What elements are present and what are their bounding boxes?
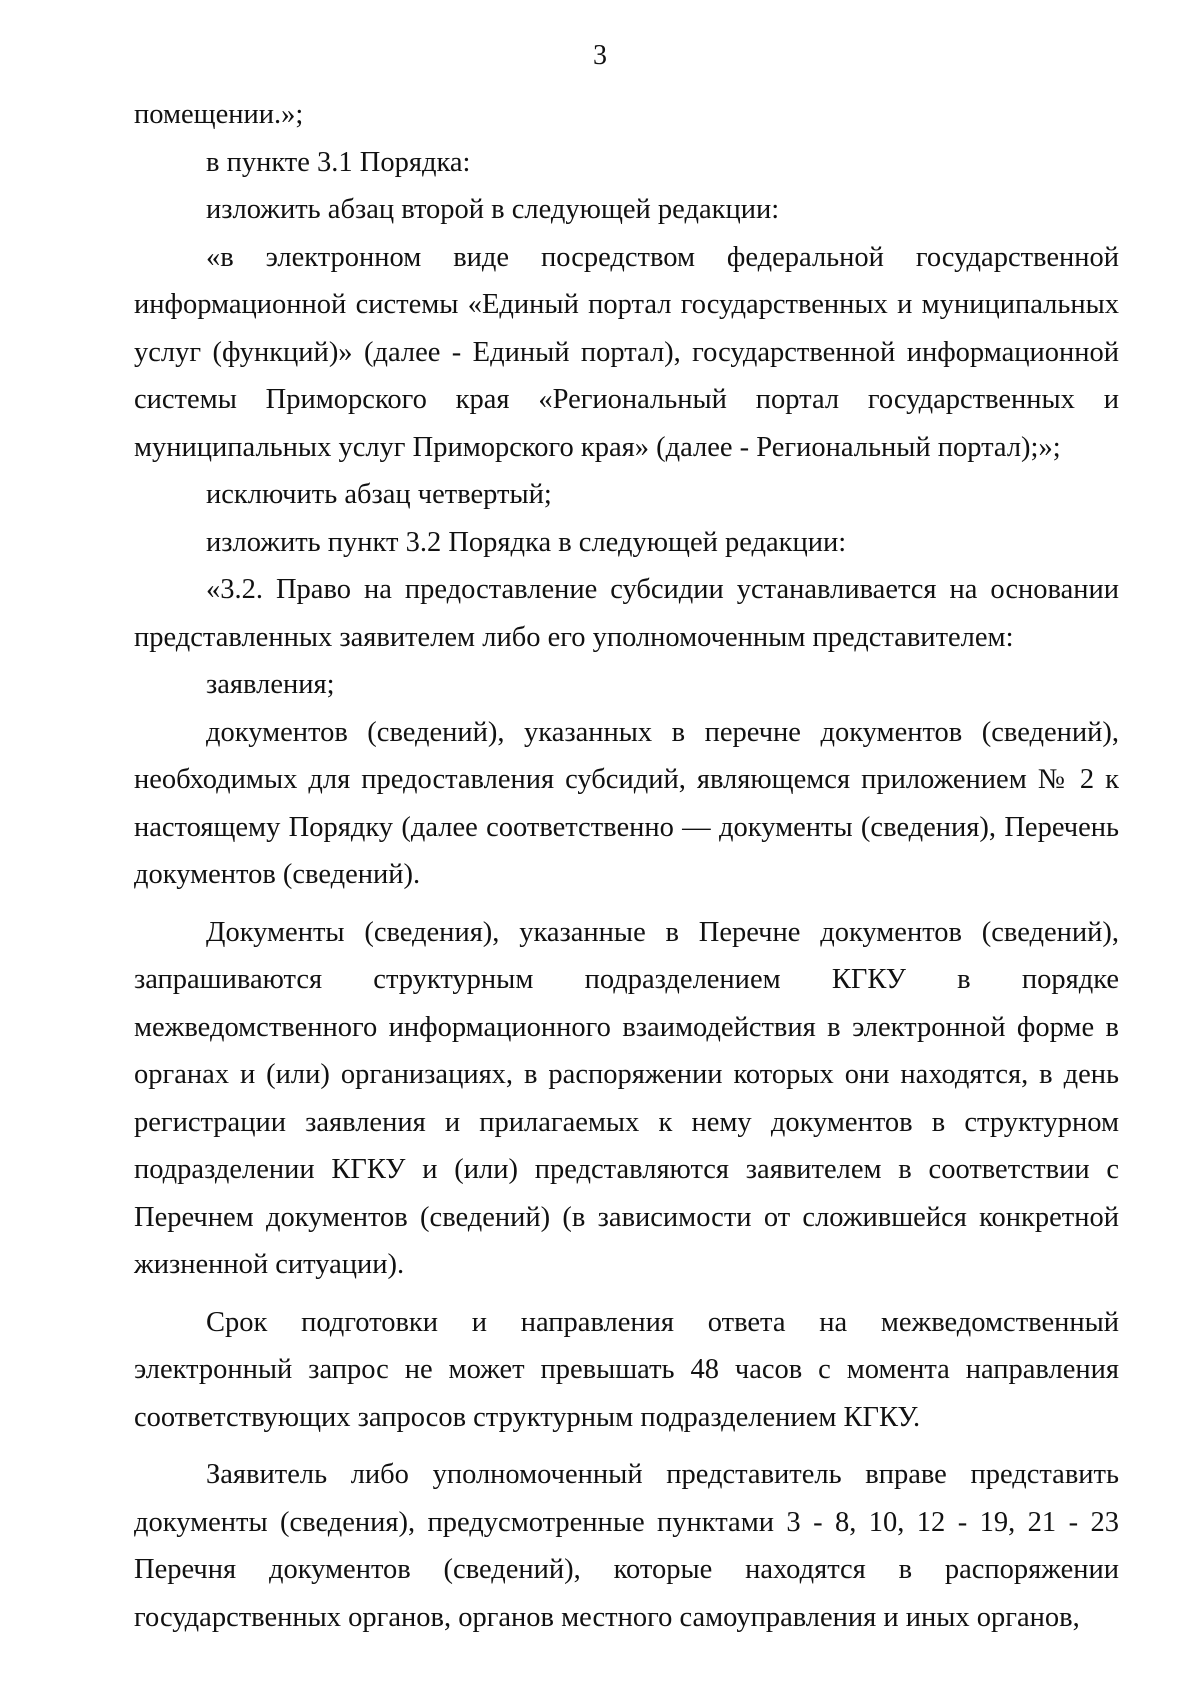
paragraph-exclude-fourth: исключить абзац четвертый; <box>206 479 552 510</box>
paragraph-deadline: Срок подготовки и направления ответа на межведомственный электронный запрос не может превышать 48 часов с момента направления соответствующих запросов структурным подразделением КГКУ. <box>134 1306 1119 1433</box>
paragraph-point-3-1: в пункте 3.1 Порядка: <box>206 146 471 178</box>
paragraph-continuation: помещении.»; <box>134 99 304 130</box>
paragraph-point-3-2: «3.2. Право на предоставление субсидии устанавливается на основании представленных заявителем либо его уполномоченным представителем: <box>134 574 1119 653</box>
paragraph-documents: документов (сведений), указанных в перечне документов (сведений), необходимых для предоставления субсидий, являющемся приложением № 2 к настоящему Порядку (далее соответственно — документы (сведения), Перечень документов (сведений). <box>134 716 1119 890</box>
document-body <box>134 91 1119 1641</box>
paragraph-point-3-2-instruction: изложить пункт 3.2 Порядка в следующей редакции: <box>206 526 847 558</box>
page-number: 3 <box>593 40 607 71</box>
paragraph-requests: Документы (сведения), указанные в Перечне документов (сведений), запрашиваются структурным подразделением КГКУ в порядке межведомственного информационного взаимодействия в электронной форме в органах и (или) организациях, в распоряжении которых они находятся, в день регистрации заявления и прилагаемых к нему документов в структурном подразделении КГКУ и (или) представляются заявителем в соответствии с Перечнем документов (сведений) (в зависимости от сложившейся конкретной жизненной ситуации). <box>134 916 1119 1280</box>
paragraph-electronic-form: «в электронном виде посредством федеральной государственной информационной системы «Единый портал государственных и муниципальных услуг (функций)» (далее - Единый портал), государственной информационной системы Приморского края «Региональный портал государственных и муниципальных услуг Приморского края» (далее - Региональный портал);»; <box>134 241 1119 463</box>
paragraph-application: заявления; <box>206 669 335 700</box>
paragraph-applicant-right: Заявитель либо уполномоченный представитель вправе представить документы (сведения), предусмотренные пунктами 3 - 8, 10, 12 - 19, 21 - 23 Перечня документов (сведений), которые находятся в распоряжении государственных органов, органов местного самоуправления и иных органов, <box>134 1459 1119 1633</box>
paragraph-second-abzac-instruction: изложить абзац второй в следующей редакции: <box>206 194 780 225</box>
